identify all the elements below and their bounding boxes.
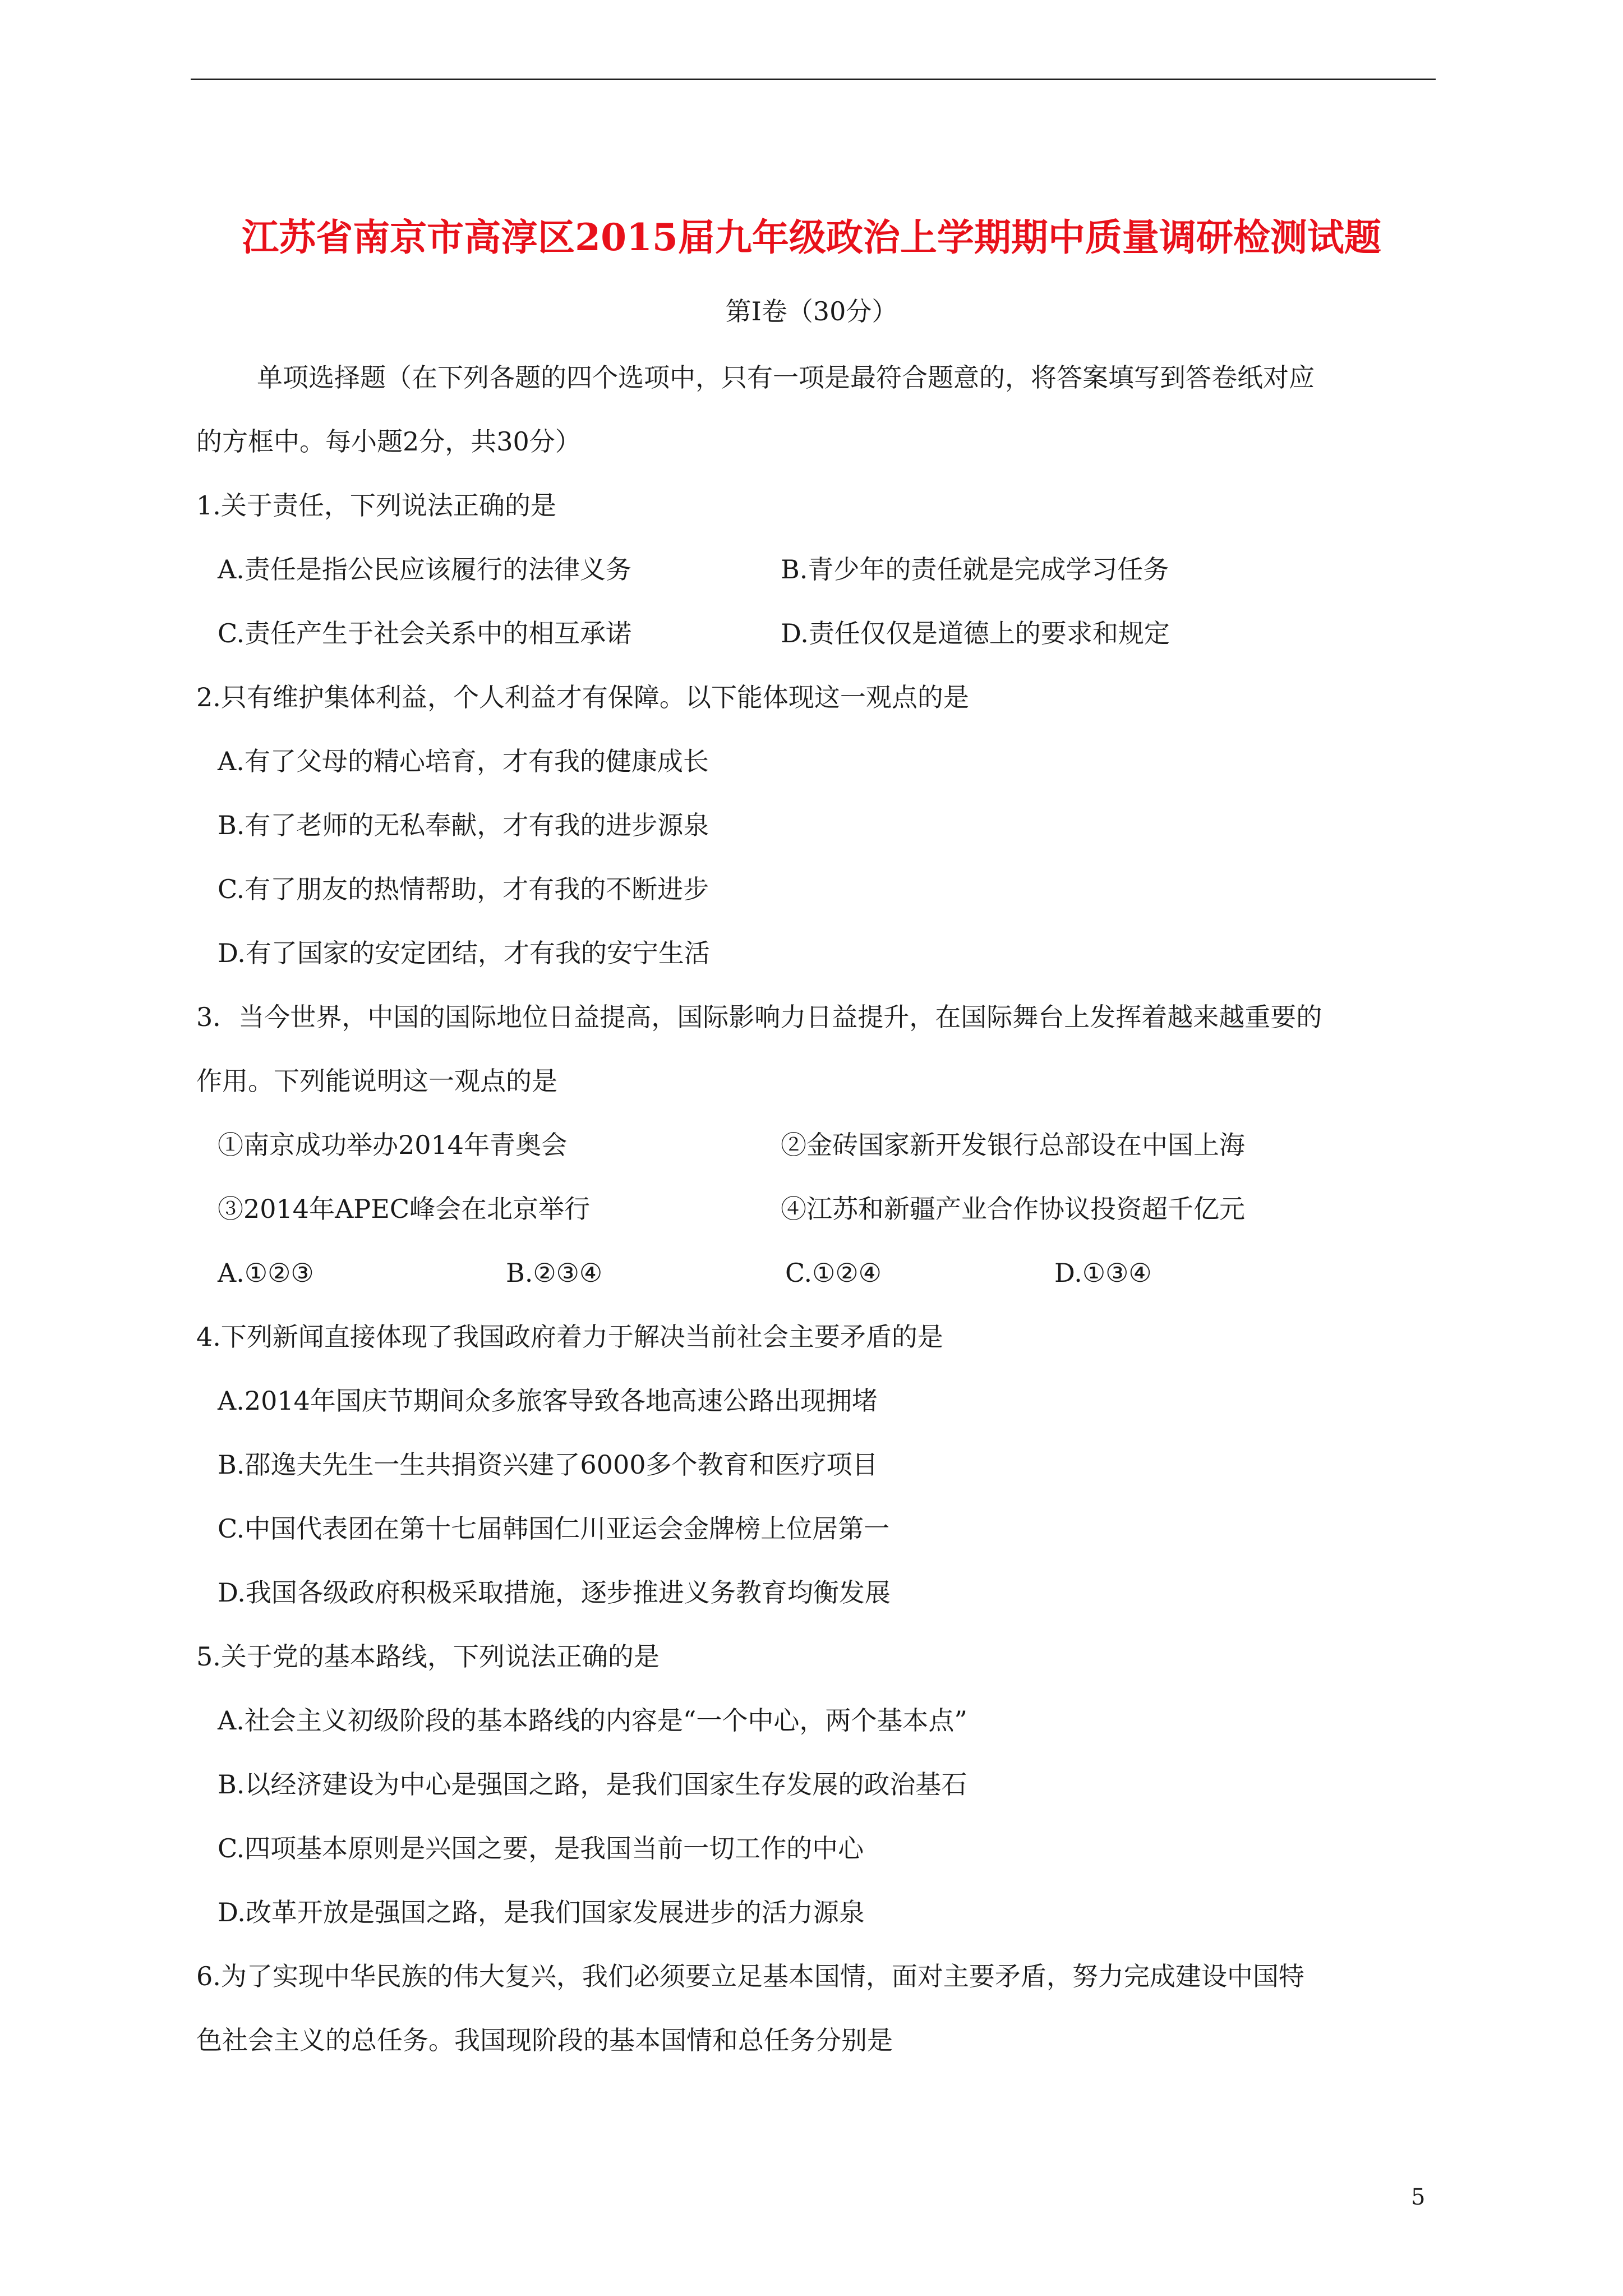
instructions-line-2: 的方框中。每小题2分，共30分） xyxy=(196,426,581,457)
question-3-option-b: B.②③④ xyxy=(506,1258,603,1288)
question-1-option-c: C.责任产生于社会关系中的相互承诺 xyxy=(218,618,632,648)
page-number: 5 xyxy=(1411,2184,1426,2210)
question-3-option-d: D.①③④ xyxy=(1054,1258,1152,1288)
question-4-stem: 4.下列新闻直接体现了我国政府着力于解决当前社会主要矛盾的是 xyxy=(196,1322,943,1352)
question-1-option-b: B.青少年的责任就是完成学习任务 xyxy=(781,554,1169,585)
question-5-option-b: B.以经济建设为中心是强国之路，是我们国家生存发展的政治基石 xyxy=(218,1769,967,1800)
question-6-stem-line-1: 6.为了实现中华民族的伟大复兴，我们必须要立足基本国情，面对主要矛盾，努力完成建设中国特 xyxy=(196,1961,1304,1991)
question-3-stem-line-1: 3．当今世界，中国的国际地位日益提高，国际影响力日益提升，在国际舞台上发挥着越来越重要的 xyxy=(196,1002,1322,1032)
question-3-item-2: ②金砖国家新开发银行总部设在中国上海 xyxy=(781,1130,1245,1160)
question-1-option-a: A.责任是指公民应该履行的法律义务 xyxy=(218,554,631,585)
question-4-option-b: B.邵逸夫先生一生共捐资兴建了6000多个教育和医疗项目 xyxy=(218,1450,878,1480)
question-2-stem: 2.只有维护集体利益，个人利益才有保障。以下能体现这一观点的是 xyxy=(196,682,969,712)
question-2-option-d: D.有了国家的安定团结，才有我的安宁生活 xyxy=(218,938,710,968)
question-4-option-d: D.我国各级政府积极采取措施，逐步推进义务教育均衡发展 xyxy=(218,1577,891,1608)
exam-title: 江苏省南京市高淳区2015届九年级政治上学期期中质量调研检测试题 xyxy=(242,215,1381,259)
question-2-option-c: C.有了朋友的热情帮助，才有我的不断进步 xyxy=(218,874,709,904)
instructions-line-1: 单项选择题（在下列各题的四个选项中，只有一项是最符合题意的，将答案填写到答卷纸对应 xyxy=(257,362,1315,393)
question-5-option-c: C.四项基本原则是兴国之要，是我国当前一切工作的中心 xyxy=(218,1833,864,1864)
question-3-item-1: ①南京成功举办2014年青奥会 xyxy=(218,1130,568,1160)
question-3-stem-line-2: 作用。下列能说明这一观点的是 xyxy=(196,1066,557,1096)
question-6-stem-line-2: 色社会主义的总任务。我国现阶段的基本国情和总任务分别是 xyxy=(196,2025,893,2055)
question-3-item-4: ④江苏和新疆产业合作协议投资超千亿元 xyxy=(781,1194,1245,1224)
question-3-item-3: ③2014年APEC峰会在北京举行 xyxy=(218,1194,591,1224)
question-4-option-c: C.中国代表团在第十七届韩国仁川亚运会金牌榜上位居第一 xyxy=(218,1513,890,1544)
question-3-option-a: A.①②③ xyxy=(218,1258,314,1288)
question-2-option-b: B.有了老师的无私奉献，才有我的进步源泉 xyxy=(218,810,709,840)
question-4-option-a: A.2014年国庆节期间众多旅客导致各地高速公路出现拥堵 xyxy=(218,1386,878,1416)
header-rule xyxy=(191,79,1436,80)
question-5-option-d: D.改革开放是强国之路，是我们国家发展进步的活力源泉 xyxy=(218,1897,865,1927)
question-1-option-d: D.责任仅仅是道德上的要求和规定 xyxy=(781,618,1170,648)
question-3-option-c: C.①②④ xyxy=(785,1258,882,1288)
question-2-option-a: A.有了父母的精心培育，才有我的健康成长 xyxy=(218,746,709,776)
question-5-stem: 5.关于党的基本路线，下列说法正确的是 xyxy=(196,1641,660,1672)
question-1-stem: 1.关于责任，下列说法正确的是 xyxy=(196,490,556,521)
question-5-option-a: A.社会主义初级阶段的基本路线的内容是“一个中心，两个基本点” xyxy=(218,1705,967,1736)
section-heading: 第Ⅰ卷（30分） xyxy=(725,296,898,326)
